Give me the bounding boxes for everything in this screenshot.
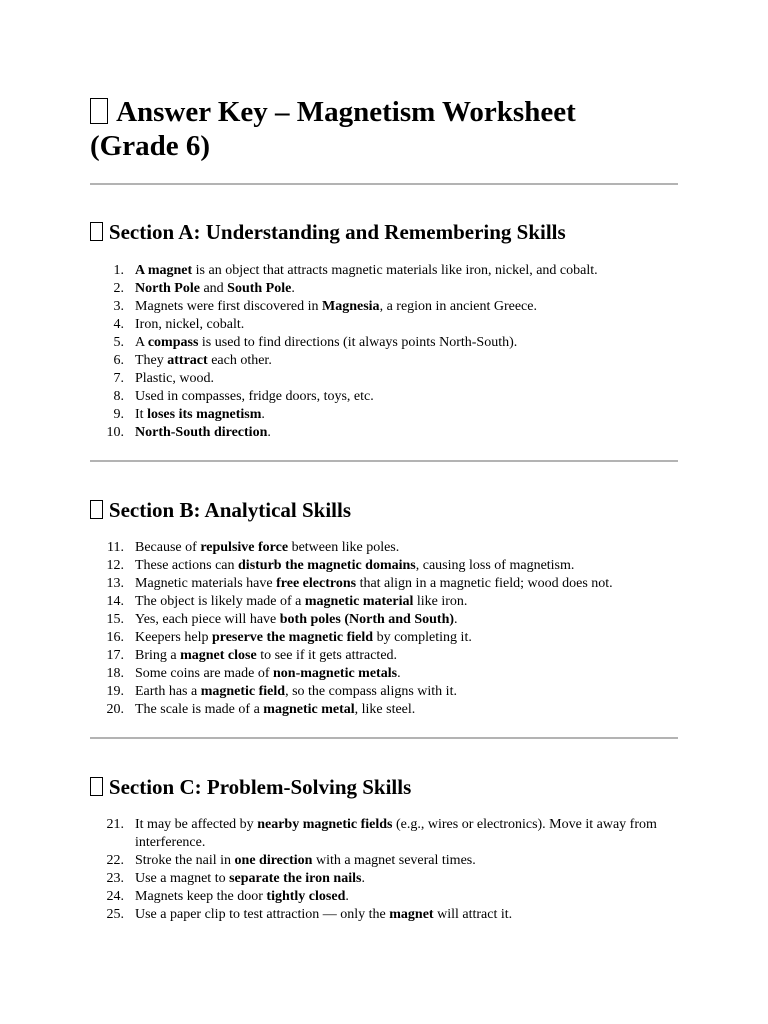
divider xyxy=(90,737,678,739)
answer-text: like iron. xyxy=(413,594,468,609)
answer-item xyxy=(90,539,678,557)
answer-text: , so the compass aligns with it. xyxy=(285,684,457,699)
answer-number: 7. xyxy=(113,371,124,386)
answer-number: 2. xyxy=(113,281,124,296)
answer-item xyxy=(90,665,678,683)
answer-text: (e.g., wires or electronics). Move it away from interference. xyxy=(135,817,657,850)
answer-keyword: North-South direction xyxy=(135,425,268,440)
answer-number: 1. xyxy=(113,263,124,278)
answer-text: with a magnet several times. xyxy=(312,853,476,868)
answer-keyword: Magnesia xyxy=(322,299,380,314)
missing-glyph-icon xyxy=(90,98,108,124)
answer-item xyxy=(90,852,678,870)
answer-keyword: separate the iron nails xyxy=(229,871,362,886)
answer-number: 18. xyxy=(106,666,124,681)
answer-number: 25. xyxy=(106,907,124,922)
answer-number: 10. xyxy=(106,425,124,440)
answer-number: 12. xyxy=(106,558,124,573)
answer-text: will attract it. xyxy=(433,907,513,922)
answer-item xyxy=(90,888,678,906)
answer-item xyxy=(90,262,678,280)
answer-keyword: both poles (North and South) xyxy=(279,612,455,627)
answer-item xyxy=(90,575,678,593)
answer-text: Magnets were first discovered in xyxy=(135,299,322,314)
answer-text: Bring a xyxy=(135,648,181,663)
answer-keyword: North Pole xyxy=(135,281,200,296)
answer-text: . xyxy=(345,889,349,904)
answer-number: 5. xyxy=(113,335,124,350)
answer-text: that align in a magnetic field; wood does not. xyxy=(356,576,613,591)
answer-text: and xyxy=(199,281,228,296)
answer-text: . xyxy=(267,425,271,440)
answer-number: 15. xyxy=(106,612,124,627)
answer-text: Iron, nickel, cobalt. xyxy=(135,317,245,332)
answer-text: is used to find directions (it always points North-South). xyxy=(198,335,518,350)
answer-text: The scale is made of a xyxy=(135,702,264,717)
answer-item xyxy=(90,370,678,388)
page-title-line-2: (Grade 6) xyxy=(90,130,210,162)
answer-text: between like poles. xyxy=(288,540,400,555)
answer-keyword: compass xyxy=(147,335,199,350)
answer-text: A xyxy=(135,335,148,350)
answer-item xyxy=(90,280,678,298)
answer-number: 13. xyxy=(106,576,124,591)
answer-text: . xyxy=(454,612,458,627)
answer-item xyxy=(90,611,678,629)
answer-number: 24. xyxy=(106,889,124,904)
section-c-answer-list xyxy=(90,816,678,924)
answer-item xyxy=(90,557,678,575)
divider xyxy=(90,183,678,185)
answer-text: Used in compasses, fridge doors, toys, etc. xyxy=(135,389,374,404)
page-title-line-1: Answer Key – Magnetism Worksheet xyxy=(116,96,576,128)
answer-text: Use a paper clip to test attraction — only the xyxy=(135,907,390,922)
answer-item xyxy=(90,298,678,316)
missing-glyph-icon xyxy=(90,777,103,796)
answer-text: . xyxy=(361,871,365,886)
answer-text: by completing it. xyxy=(373,630,472,645)
section-a-answer-list xyxy=(90,262,678,442)
section-a-heading-text: Section A: Understanding and Remembering Skills xyxy=(108,220,566,244)
answer-text: . xyxy=(261,407,265,422)
answer-text: Earth has a xyxy=(135,684,201,699)
answer-number: 3. xyxy=(113,299,124,314)
answer-text: The object is likely made of a xyxy=(135,594,305,609)
page-title xyxy=(90,0,678,163)
answer-text: to see if it gets attracted. xyxy=(256,648,398,663)
answer-text: It may be affected by xyxy=(135,817,258,832)
divider xyxy=(90,460,678,462)
answer-text: . xyxy=(397,666,401,681)
answer-text: Magnets keep the door xyxy=(135,889,267,904)
missing-glyph-icon xyxy=(90,500,103,519)
answer-number: 20. xyxy=(106,702,124,717)
answer-text: Use a magnet to xyxy=(135,871,230,886)
answer-item xyxy=(90,647,678,665)
answer-keyword: A magnet xyxy=(135,263,193,278)
answer-keyword: loses its magnetism xyxy=(147,407,262,422)
answer-item xyxy=(90,424,678,442)
answer-text: , causing loss of magnetism. xyxy=(415,558,575,573)
answer-keyword: attract xyxy=(167,353,208,368)
answer-number: 14. xyxy=(106,594,124,609)
answer-keyword: magnetic material xyxy=(304,594,414,609)
answer-number: 22. xyxy=(106,853,124,868)
answer-text: , a region in ancient Greece. xyxy=(379,299,537,314)
section-b-answer-list xyxy=(90,539,678,719)
answer-number: 6. xyxy=(113,353,124,368)
answer-item xyxy=(90,816,678,852)
answer-item xyxy=(90,352,678,370)
answer-item xyxy=(90,683,678,701)
answer-number: 17. xyxy=(106,648,124,663)
answer-keyword: free electrons xyxy=(276,576,357,591)
answer-keyword: tightly closed xyxy=(266,889,346,904)
answer-text: Some coins are made of xyxy=(135,666,274,681)
section-b-heading-text: Section B: Analytical Skills xyxy=(108,498,352,522)
section-a-heading xyxy=(90,219,678,245)
answer-item xyxy=(90,870,678,888)
missing-glyph-icon xyxy=(90,222,103,241)
answer-number: 9. xyxy=(113,407,124,422)
answer-text: Plastic, wood. xyxy=(135,371,214,386)
answer-keyword: magnetic metal xyxy=(263,702,355,717)
answer-text: Magnetic materials have xyxy=(135,576,277,591)
answer-text: Stroke the nail in xyxy=(135,853,235,868)
answer-number: 21. xyxy=(106,817,124,832)
answer-item xyxy=(90,906,678,924)
answer-item xyxy=(90,406,678,424)
answer-text: They xyxy=(135,353,168,368)
answer-item xyxy=(90,334,678,352)
answer-keyword: non-magnetic metals xyxy=(273,666,398,681)
section-c-heading-text: Section C: Problem-Solving Skills xyxy=(108,775,412,799)
answer-keyword: magnet close xyxy=(180,648,257,663)
answer-text: It xyxy=(135,407,148,422)
answer-text: These actions can xyxy=(135,558,239,573)
section-c-heading xyxy=(90,774,678,800)
answer-item xyxy=(90,701,678,719)
answer-keyword: magnetic field xyxy=(200,684,286,699)
answer-keyword: magnet xyxy=(389,907,434,922)
answer-item xyxy=(90,316,678,334)
answer-keyword: repulsive force xyxy=(200,540,289,555)
answer-text: each other. xyxy=(207,353,272,368)
answer-keyword: nearby magnetic fields xyxy=(257,817,393,832)
answer-item xyxy=(90,593,678,611)
answer-number: 19. xyxy=(106,684,124,699)
answer-keyword: one direction xyxy=(234,853,313,868)
answer-number: 4. xyxy=(113,317,124,332)
answer-number: 16. xyxy=(106,630,124,645)
answer-text: Keepers help xyxy=(135,630,212,645)
answer-number: 23. xyxy=(106,871,124,886)
answer-item xyxy=(90,388,678,406)
answer-number: 11. xyxy=(107,540,124,555)
answer-text: Because of xyxy=(135,540,201,555)
answer-text: is an object that attracts magnetic materials like iron, nickel, and cobalt. xyxy=(192,263,598,278)
answer-keyword: disturb the magnetic domains xyxy=(238,558,416,573)
answer-keyword: preserve the magnetic field xyxy=(211,630,374,645)
section-b-heading xyxy=(90,497,678,523)
answer-keyword: South Pole xyxy=(227,281,292,296)
answer-number: 8. xyxy=(113,389,124,404)
answer-text: . xyxy=(291,281,295,296)
answer-item xyxy=(90,629,678,647)
answer-text: , like steel. xyxy=(354,702,416,717)
answer-text: Yes, each piece will have xyxy=(135,612,280,627)
